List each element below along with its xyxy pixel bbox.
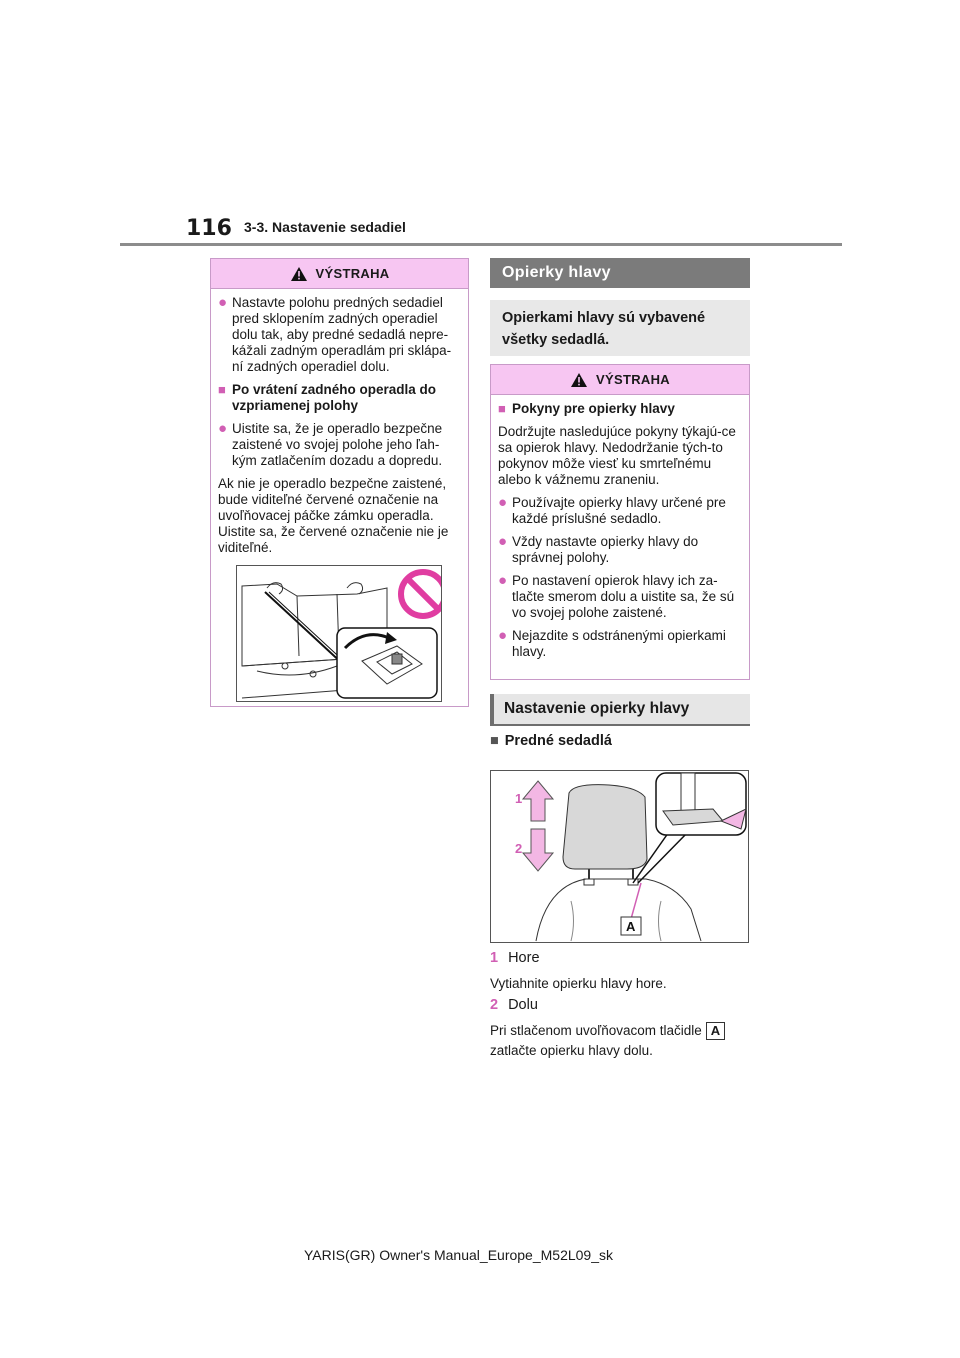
warning-bullet (218, 295, 461, 375)
bullet-text: Vždy nastavte opierky hlavy do správnej polohy. (512, 534, 699, 565)
subheading-text: Pokyny pre opierky hlavy (512, 401, 675, 416)
rear-seat-drawing (237, 566, 441, 701)
warning-triangle-icon (290, 266, 308, 282)
step-label: Hore (508, 950, 540, 966)
bullet-dot-icon: ● (218, 420, 228, 437)
warning-subheading (218, 382, 461, 414)
right-warning-box (490, 364, 750, 680)
bullet-text: Po nastavení opierok hlavy ich za-tlačte smerom dolu a uistite sa, že sú vo svojej polohe zaistené. (512, 573, 735, 620)
head-restraint-illustration (490, 770, 749, 943)
warning-bullet (498, 495, 742, 527)
warning-title: VÝSTRAHA (315, 266, 390, 281)
footer-text: YARIS(GR) Owner's Manual_Europe_M52L09_sk (304, 1247, 613, 1263)
callout-label-a: A (626, 919, 636, 934)
warning-paragraph: Dodržujte nasledujúce pokyny týkajú-ce sa opierok hlavy. Nedodržanie tých-to pokynov môže viesť ku smrteľnému alebo k vážnemu zraneniu. (498, 424, 736, 487)
bullet-dot-icon: ● (498, 572, 508, 589)
step-label: Dolu (508, 997, 538, 1013)
page-number: 116 (186, 216, 232, 241)
warning-bullet (498, 573, 742, 621)
description-text: Pri stlačenom uvoľňovacom tlačidle (490, 1023, 702, 1038)
head-restraint-drawing (491, 771, 748, 942)
bullet-dot-icon: ● (498, 627, 508, 644)
warning-bullet (498, 534, 742, 566)
subheading-text: Po vrátení zadného operadla do vzpriamenej polohy (232, 382, 437, 413)
warning-subheading (498, 401, 742, 417)
step-2-description-line1 (490, 1022, 725, 1040)
warning-triangle-icon (570, 372, 588, 388)
subheading-text: Predné sedadlá (504, 733, 612, 749)
section-heading-adjust: Nastavenie opierky hlavy (490, 694, 750, 726)
warning-bullet (218, 421, 461, 469)
warning-bullet (498, 628, 742, 660)
step-number: 1 (490, 950, 499, 966)
section-heading-head-restraints: Opierky hlavy (490, 258, 750, 288)
arrow-label-1: 1 (515, 791, 523, 806)
step-2 (490, 997, 538, 1013)
front-seats-subheading (490, 733, 612, 749)
bullet-dot-icon: ● (218, 294, 228, 311)
warning-title: VÝSTRAHA (596, 372, 670, 387)
step-2-description-line2: zatlačte opierku hlavy dolu. (490, 1043, 653, 1058)
release-button-label: A (706, 1022, 725, 1040)
step-number: 2 (490, 997, 499, 1013)
bullet-dot-icon: ● (498, 533, 508, 550)
bullet-dot-icon: ● (498, 494, 508, 511)
bullet-text: Používajte opierky hlavy určené pre každé príslušné sedadlo. (512, 495, 726, 526)
warning-header (211, 259, 468, 289)
header-rule (120, 243, 842, 246)
bullet-text: Nastavte polohu predných sedadiel pred sklopením zadných operadiel dolu tak, aby predné sedadlá nepre-kážali zadným operadlám pri sklápa-ní zadných operadiel dolu. (232, 295, 452, 374)
bullet-text: Nejazdite s odstránenými opierkami hlavy. (512, 628, 726, 659)
bullet-text: Uistite sa, že je operadlo bezpečne zaistené vo svojej polohe jeho ľah-kým zatlačením dozadu a dopredu. (232, 421, 443, 468)
section-title: 3-3. Nastavenie sedadiel (244, 219, 406, 235)
step-1 (490, 950, 540, 966)
square-bullet-icon: ■ (498, 401, 506, 416)
warning-header (491, 365, 749, 395)
intro-box: Opierkami hlavy sú vybavené všetky sedadlá. (490, 300, 750, 356)
rear-seat-illustration (236, 565, 442, 702)
square-bullet-icon: ■ (490, 733, 499, 749)
arrow-label-2: 2 (515, 841, 523, 856)
warning-paragraph: Ak nie je operadlo bezpečne zaistené, bude viditeľné červené označenie na uvoľňovacej páčke zámku operadla. Uistite sa, že červené označenie nie je viditeľné. (218, 476, 449, 555)
step-1-description: Vytiahnite opierku hlavy hore. (490, 976, 667, 991)
square-bullet-icon: ■ (218, 382, 226, 397)
